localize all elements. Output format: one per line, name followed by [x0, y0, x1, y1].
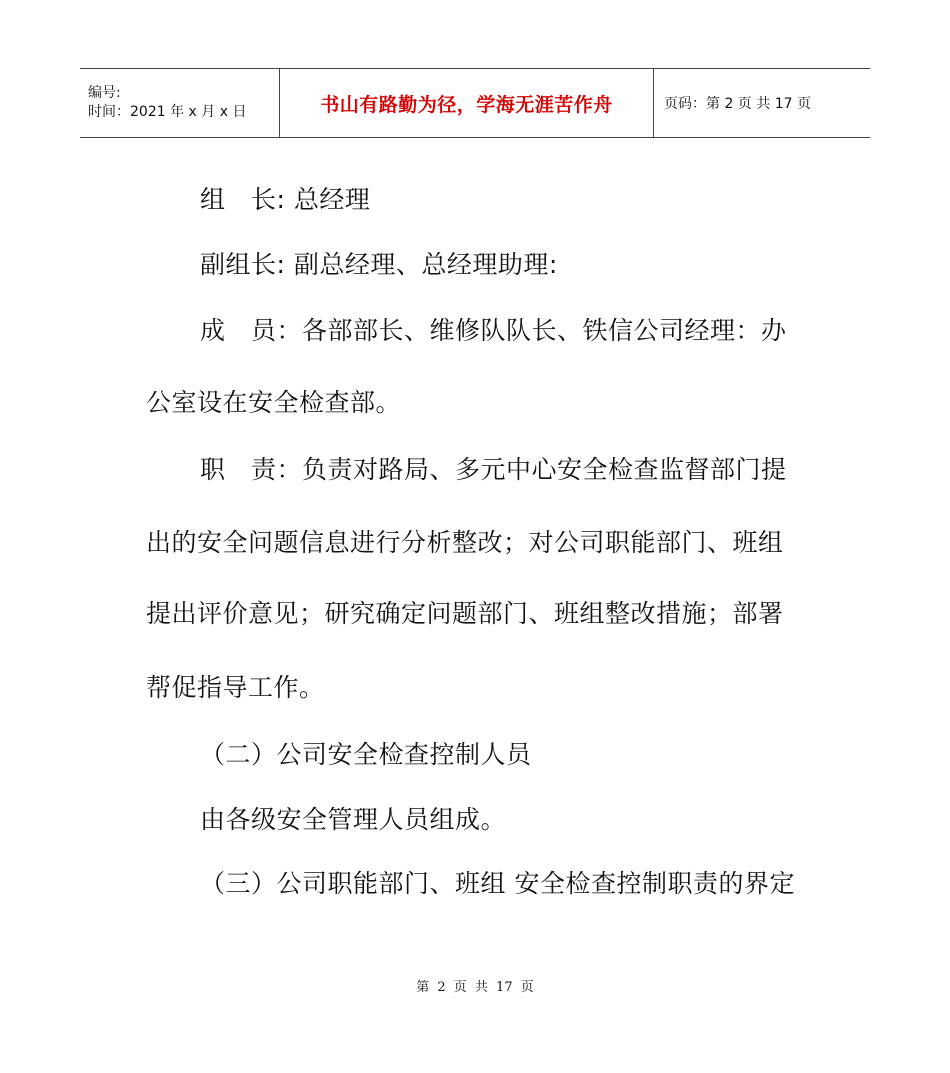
- paragraph-line: 由各级安全管理人员组成。: [200, 805, 507, 834]
- document-number-label: 编号:: [88, 85, 121, 101]
- document-time: 时间：2021 年 x 月 x 日: [88, 104, 247, 120]
- paragraph-line: 出的安全问题信息进行分析整改；对公司职能部门、班组: [146, 528, 784, 557]
- paragraph-line: 组 长: 总经理: [200, 185, 371, 214]
- paragraph-line: 帮促指导工作。: [146, 673, 325, 702]
- header-page-info: 页码：第 2 页 共 17 页: [664, 96, 811, 112]
- section-heading: （二）公司安全检查控制人员: [200, 740, 532, 769]
- paragraph-line: 副组长: 副总经理、总经理助理:: [200, 250, 558, 279]
- page-header: [80, 68, 870, 138]
- paragraph-line: 成 员：各部部长、维修队队长、铁信公司经理：办: [200, 316, 787, 345]
- paragraph-line: 职 责：负责对路局、多元中心安全检查监督部门提: [200, 455, 787, 484]
- footer-page-number: 第 2 页 共 17 页: [416, 980, 534, 995]
- header-meta: [80, 69, 280, 137]
- page-footer: [0, 976, 950, 995]
- section-heading: （三）公司职能部门、班组 安全检查控制职责的界定: [200, 869, 795, 898]
- header-motto-cell: [280, 69, 654, 137]
- paragraph-line: 提出评价意见；研究确定问题部门、班组整改措施；部署: [146, 599, 784, 628]
- header-motto: 书山有路勤为径，学海无涯苦作舟: [320, 93, 613, 116]
- header-page-cell: [654, 69, 870, 137]
- paragraph-line: 公室设在安全检查部。: [146, 388, 402, 417]
